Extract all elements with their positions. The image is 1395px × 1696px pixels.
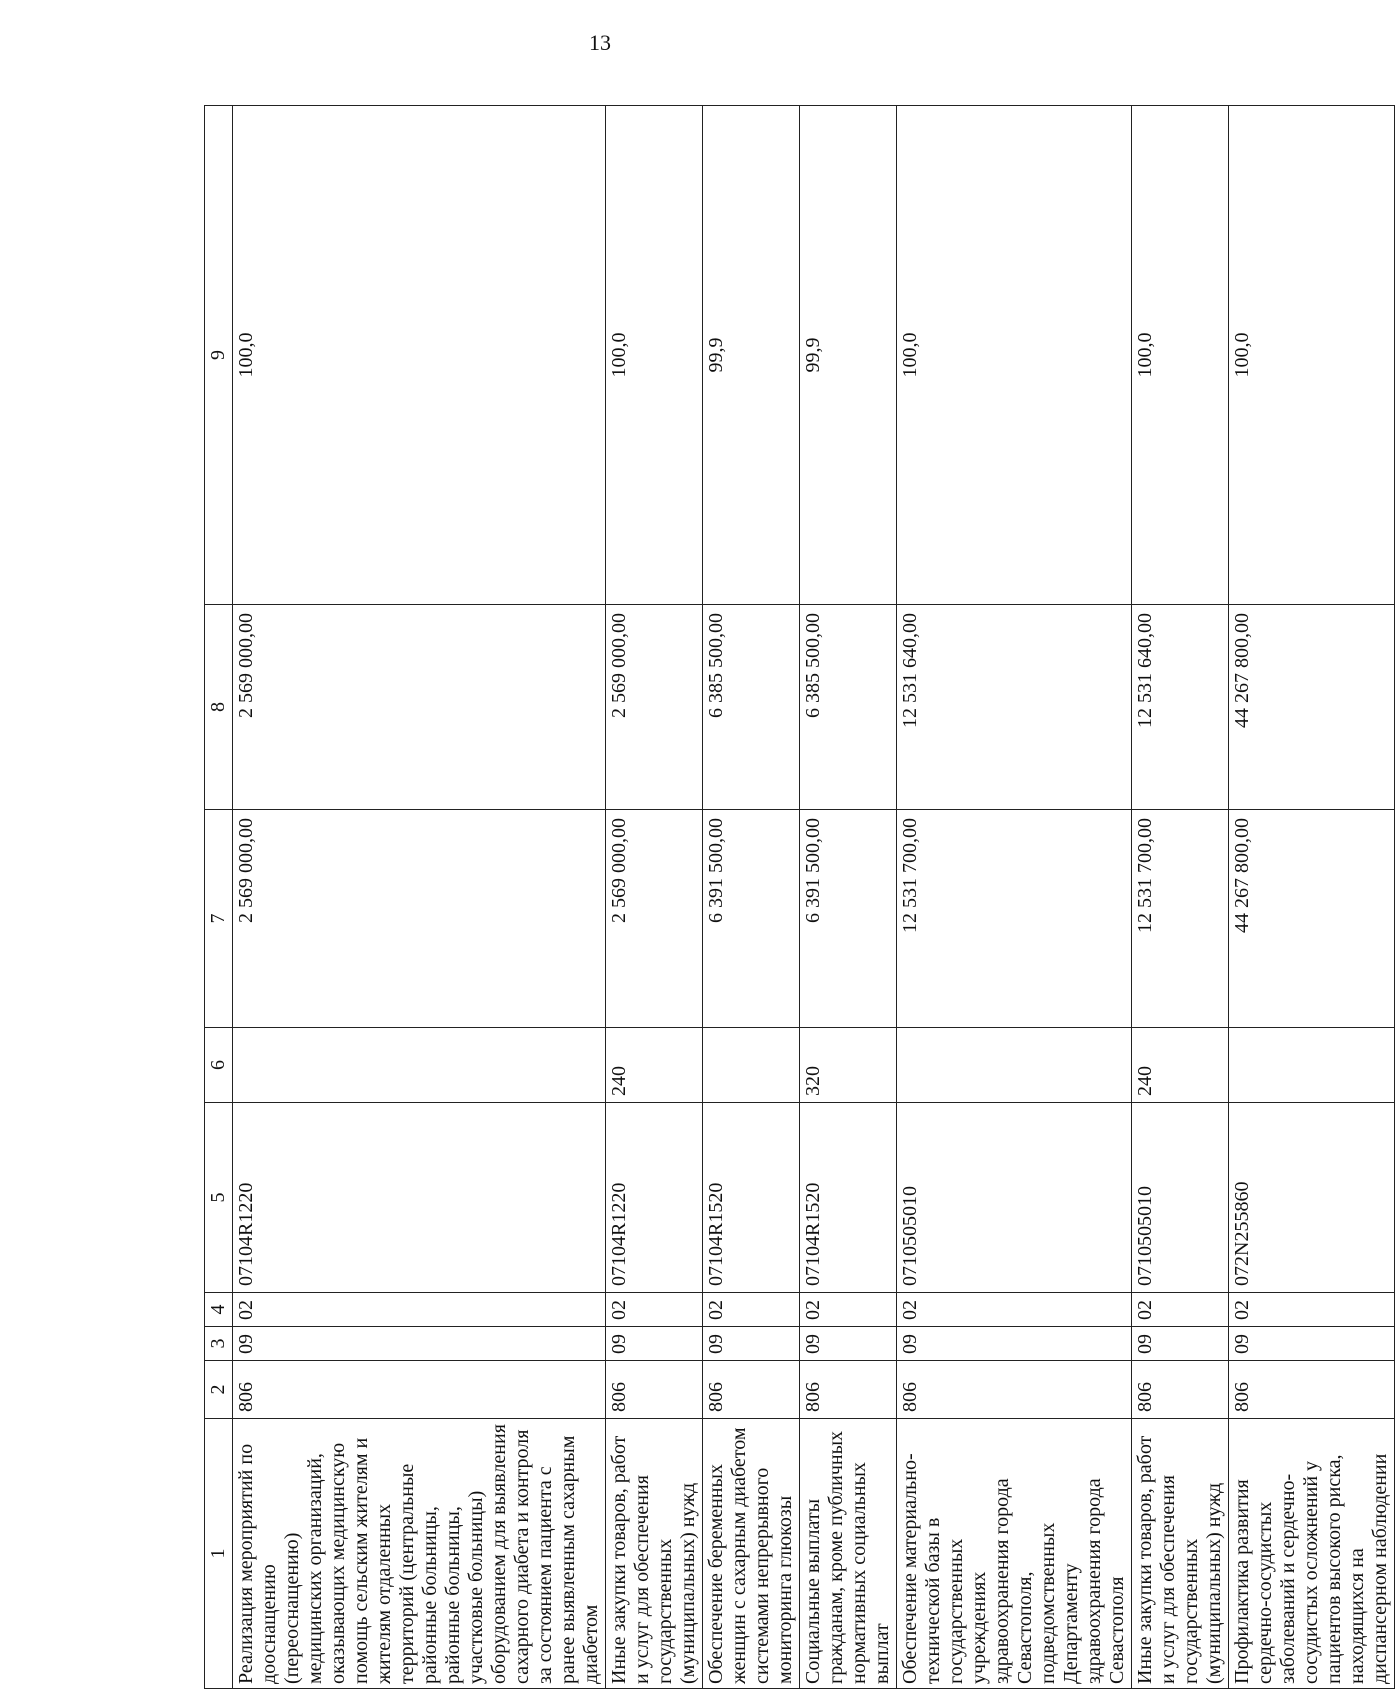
row-description: Иные закупки товаров, работ и услуг для обеспечения государственных (муниципальных) нужд — [606, 1419, 703, 1689]
cell-expense-type: 240 — [606, 1028, 703, 1103]
cell-planned: 6 391 500,00 — [703, 810, 800, 1028]
cell-expense-type — [1229, 1028, 1395, 1103]
cell-percent: 100,0 — [897, 106, 1132, 605]
cell-target-article: 0710505010 — [897, 1103, 1132, 1293]
cell-planned: 44 267 800,00 — [1229, 810, 1395, 1028]
cell-admin-code: 806 — [897, 1361, 1132, 1419]
cell-subsection: 02 — [1132, 1293, 1229, 1327]
table-row — [1132, 106, 1229, 1689]
cell-subsection: 02 — [800, 1293, 897, 1327]
table-row — [1229, 106, 1395, 1689]
cell-section: 09 — [703, 1327, 800, 1361]
cell-expense-type: 320 — [800, 1028, 897, 1103]
cell-planned: 2 569 000,00 — [233, 810, 606, 1028]
row-description: Иные закупки товаров, работ и услуг для обеспечения государственных (муниципальных) нужд — [1132, 1419, 1229, 1689]
header-cell: 3 — [205, 1327, 233, 1361]
cell-executed: 12 531 640,00 — [1132, 605, 1229, 810]
cell-target-article: 072N255860 — [1229, 1103, 1395, 1293]
cell-target-article: 07104R1520 — [703, 1103, 800, 1293]
cell-admin-code: 806 — [606, 1361, 703, 1419]
table-row — [703, 106, 800, 1689]
cell-subsection: 02 — [1229, 1293, 1395, 1327]
cell-target-article: 07104R1220 — [233, 1103, 606, 1293]
cell-section: 09 — [1229, 1327, 1395, 1361]
rotated-table-wrapper — [204, 106, 1391, 1689]
cell-planned: 6 391 500,00 — [800, 810, 897, 1028]
header-cell: 2 — [205, 1361, 233, 1419]
table-row — [233, 106, 606, 1689]
cell-admin-code: 806 — [800, 1361, 897, 1419]
header-cell: 8 — [205, 605, 233, 810]
cell-percent: 100,0 — [233, 106, 606, 605]
cell-subsection: 02 — [606, 1293, 703, 1327]
budget-table — [204, 105, 1395, 1689]
header-row — [205, 106, 233, 1689]
cell-expense-type — [897, 1028, 1132, 1103]
cell-target-article: 07104R1220 — [606, 1103, 703, 1293]
cell-planned: 12 531 700,00 — [1132, 810, 1229, 1028]
row-description: Обеспечение беременных женщин с сахарным диабетом системами непрерывного мониторинга глюкозы — [703, 1419, 800, 1689]
cell-expense-type — [703, 1028, 800, 1103]
header-cell: 9 — [205, 106, 233, 605]
cell-target-article: 0710505010 — [1132, 1103, 1229, 1293]
cell-executed: 44 267 800,00 — [1229, 605, 1395, 810]
cell-subsection: 02 — [897, 1293, 1132, 1327]
cell-executed: 2 569 000,00 — [233, 605, 606, 810]
cell-percent: 100,0 — [606, 106, 703, 605]
cell-percent: 99,9 — [703, 106, 800, 605]
cell-section: 09 — [897, 1327, 1132, 1361]
row-description: Профилактика развития сердечно-сосудистых заболеваний и сердечно-сосудистых осложнений у пациентов высокого риска, находящихся на диспансерном наблюдении — [1229, 1419, 1395, 1689]
header-cell: 4 — [205, 1293, 233, 1327]
header-cell: 1 — [205, 1419, 233, 1689]
cell-section: 09 — [606, 1327, 703, 1361]
cell-executed: 2 569 000,00 — [606, 605, 703, 810]
cell-section: 09 — [1132, 1327, 1229, 1361]
header-cell: 5 — [205, 1103, 233, 1293]
cell-expense-type: 240 — [1132, 1028, 1229, 1103]
cell-expense-type — [233, 1028, 606, 1103]
page-number: 13 — [589, 30, 611, 55]
cell-subsection: 02 — [233, 1293, 606, 1327]
cell-percent: 100,0 — [1132, 106, 1229, 605]
row-description: Социальные выплаты гражданам, кроме публичных нормативных социальных выплат — [800, 1419, 897, 1689]
row-description: Обеспечение материально-технической базы в государственных учреждениях здравоохранения города Севастополя, подведомственных Департаменту здравоохранения города Севастополя — [897, 1419, 1132, 1689]
cell-executed: 12 531 640,00 — [897, 605, 1132, 810]
cell-executed: 6 385 500,00 — [703, 605, 800, 810]
cell-target-article: 07104R1520 — [800, 1103, 897, 1293]
cell-admin-code: 806 — [233, 1361, 606, 1419]
cell-section: 09 — [800, 1327, 897, 1361]
cell-percent: 100,0 — [1229, 106, 1395, 605]
cell-planned: 2 569 000,00 — [606, 810, 703, 1028]
cell-admin-code: 806 — [703, 1361, 800, 1419]
table-row — [606, 106, 703, 1689]
cell-admin-code: 806 — [1229, 1361, 1395, 1419]
cell-planned: 12 531 700,00 — [897, 810, 1132, 1028]
cell-section: 09 — [233, 1327, 606, 1361]
table-row — [800, 106, 897, 1689]
cell-percent: 99,9 — [800, 106, 897, 605]
header-cell: 6 — [205, 1028, 233, 1103]
cell-subsection: 02 — [703, 1293, 800, 1327]
table-row — [897, 106, 1132, 1689]
cell-executed: 6 385 500,00 — [800, 605, 897, 810]
row-description: Реализация мероприятий по дооснащению (переоснащению) медицинских организаций, оказывающих медицинскую помощь сельским жителям и жителям отдаленных территорий (центральные районные больницы, районные больницы, участковые больницы) оборудованием для выявления сахарного диабета и контроля за состоянием пациента с ранее выявленным сахарным диабетом — [233, 1419, 606, 1689]
cell-admin-code: 806 — [1132, 1361, 1229, 1419]
header-cell: 7 — [205, 810, 233, 1028]
